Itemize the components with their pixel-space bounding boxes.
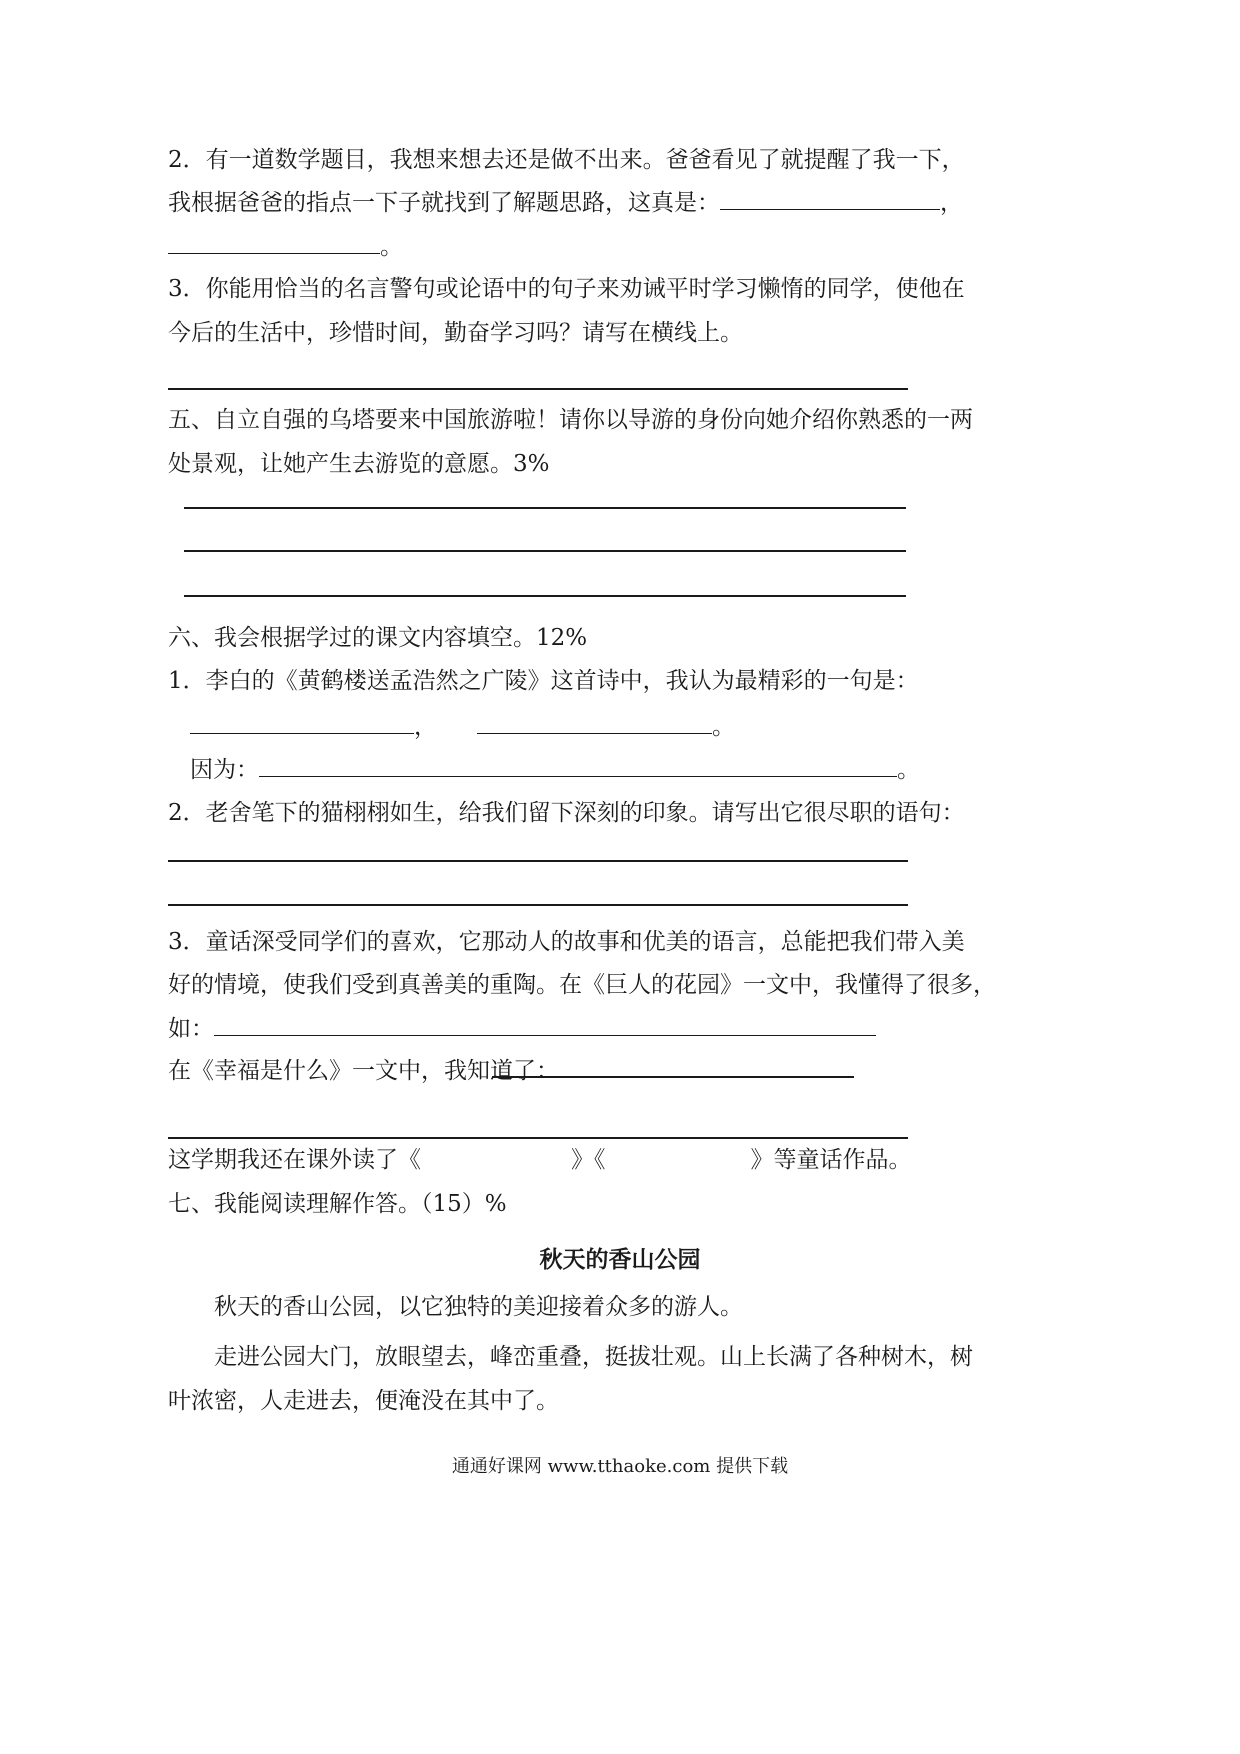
q6-item1-because-line (190, 754, 920, 785)
q6-item3-line5-b: 》《 (571, 1147, 606, 1173)
answer-line[interactable] (492, 1076, 854, 1078)
q6-item3-line2: 好的情境，使我们受到真善美的重陶。在《巨人的花园》一文中，我懂得了很多， (168, 972, 996, 998)
q6-item1-because-label: 因为： (190, 757, 259, 783)
q4-item2-line3-suffix: 。 (380, 234, 403, 260)
answer-blank[interactable] (720, 187, 940, 210)
answer-line[interactable] (184, 507, 906, 509)
answer-line[interactable] (168, 860, 908, 862)
answer-line[interactable] (184, 550, 906, 552)
answer-blank[interactable] (214, 1013, 876, 1036)
answer-line[interactable] (168, 904, 908, 906)
q4-item2-line2 (168, 187, 963, 218)
q5-line1: 五、自立自强的乌塔要来中国旅游啦！请你以导游的身份向她介绍你熟悉的一两 (168, 407, 973, 433)
passage-title: 秋天的香山公园 (539, 1246, 701, 1273)
answer-line[interactable] (168, 1137, 908, 1139)
q4-item3-line1: 3．你能用恰当的名言警句或论语中的句子来劝诫平时学习懒惰的同学，使他在 (168, 276, 965, 302)
q4-item2-line2-suffix: ， (940, 190, 963, 216)
q6-item3-line5-a: 这学期我还在课外读了《 (168, 1147, 421, 1173)
q7-heading: 七、我能阅读理解作答。（15）% (168, 1191, 507, 1217)
q6-item3-line5 (168, 1145, 912, 1175)
q6-item1-answer-line (190, 711, 735, 742)
q4-item2-line2-prefix: 我根据爸爸的指点一下子就找到了解题思路，这真是： (168, 190, 720, 216)
answer-line[interactable] (168, 388, 908, 390)
q6-heading: 六、我会根据学过的课文内容填空。12% (168, 625, 588, 651)
q4-item2-line3 (168, 231, 403, 262)
passage-para2-line2: 叶浓密，人走进去，便淹没在其中了。 (168, 1388, 559, 1414)
answer-blank[interactable] (190, 711, 414, 734)
answer-blank[interactable] (477, 711, 712, 734)
q4-item3-line2: 今后的生活中，珍惜时间，勤奋学习吗？请写在横线上。 (168, 320, 743, 346)
q6-item3-line4: 在《幸福是什么》一文中，我知道了： (168, 1058, 559, 1084)
q6-item1-period: 。 (712, 714, 735, 740)
q4-item2-line1: 2．有一道数学题目，我想来想去还是做不出来。爸爸看见了就提醒了我一下， (168, 147, 965, 173)
answer-line[interactable] (184, 595, 906, 597)
q5-line2: 处景观，让她产生去游览的意愿。3% (168, 451, 550, 477)
answer-blank[interactable] (168, 231, 380, 254)
q6-item1-comma: ， (414, 714, 437, 740)
passage-para1: 秋天的香山公园，以它独特的美迎接着众多的游人。 (214, 1294, 743, 1320)
q6-item1-because-end: 。 (897, 757, 920, 783)
q6-item3-line3-label: 如： (168, 1016, 214, 1042)
q6-item3-line5-c: 》等童话作品。 (750, 1147, 912, 1173)
passage-para2-line1: 走进公园大门，放眼望去，峰峦重叠，挺拔壮观。山上长满了各种树木，树 (214, 1344, 973, 1370)
q6-item3-line1: 3．童话深受同学们的喜欢，它那动人的故事和优美的语言，总能把我们带入美 (168, 929, 965, 955)
q6-item3-line3 (168, 1013, 876, 1044)
answer-blank[interactable] (259, 754, 897, 777)
footer-download-note: 通通好课网 www.tthaoke.com 提供下载 (451, 1456, 789, 1477)
q6-item1-line1: 1．李白的《黄鹤楼送孟浩然之广陵》这首诗中，我认为最精彩的一句是： (168, 668, 919, 694)
q6-item2-line1: 2．老舍笔下的猫栩栩如生，给我们留下深刻的印象。请写出它很尽职的语句： (168, 800, 965, 826)
